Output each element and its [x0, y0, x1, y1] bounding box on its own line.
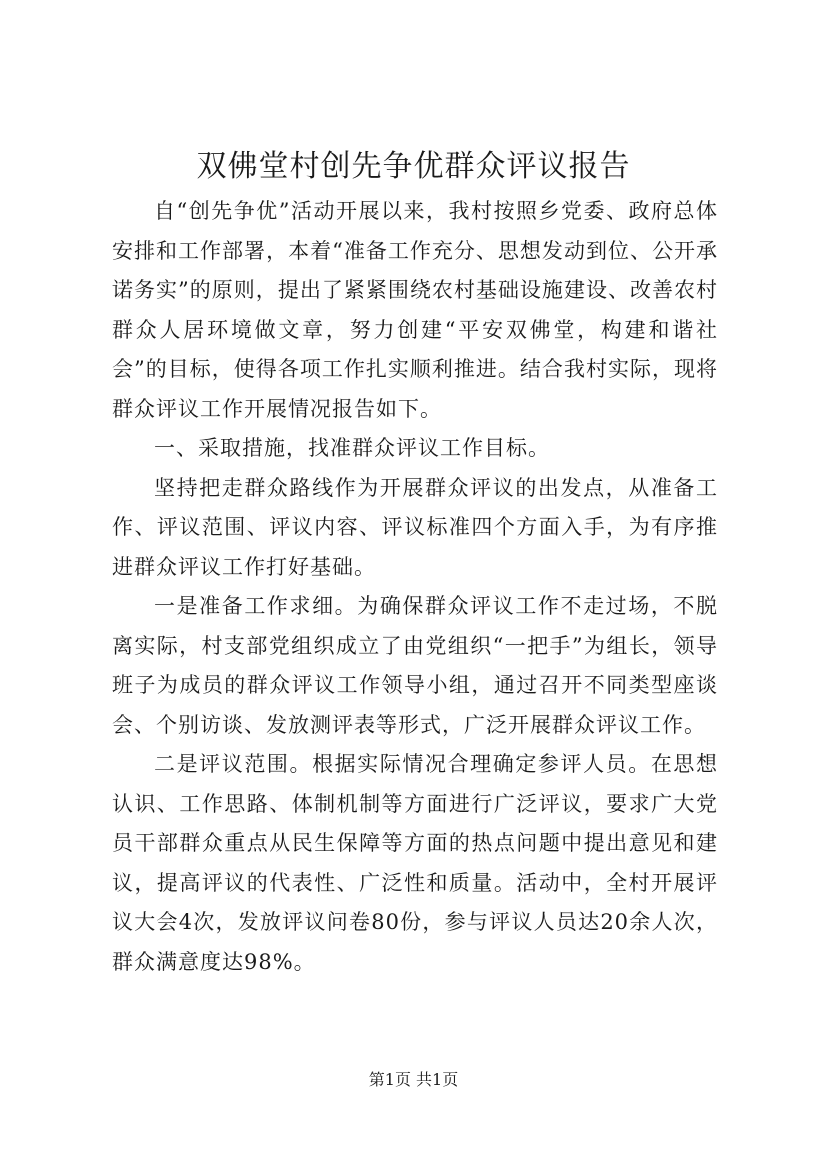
paragraph-scope: 二是评议范围。根据实际情况合理确定参评人员。在思想认识、工作思路、体制机制等方面进行广泛评议，要求广大党员干部群众重点从民生保障等方面的热点问题中提出意见和建议，提高评议的代表性、广泛性和质量。活动中，全村开展评议大会4次，发放评议问卷80份，参与评议人员达20余人次，群众满意度达98%。 — [112, 752, 718, 974]
document-body — [112, 192, 718, 982]
page-footer: 第1页 共1页 — [368, 1070, 459, 1089]
paragraph-approach: 坚持把走群众路线作为开展群众评议的出发点，从准备工作、评议范围、评议内容、评议标准四个方面入手，为有序推进群众评议工作打好基础。 — [112, 475, 718, 579]
document-title: 双佛堂村创先争优群众评议报告 — [196, 149, 631, 184]
section-heading-1: 一、采取措施，找准群众评议工作目标。 — [154, 436, 550, 460]
paragraph-preparation: 一是准备工作求细。为确保群众评议工作不走过场，不脱离实际，村支部党组织成立了由党组织“一把手”为组长，领导班子为成员的群众评议工作领导小组，通过召开不同类型座谈会、个别访谈、发放测评表等形式，广泛开展群众评议工作。 — [112, 594, 718, 737]
paragraph-intro: 自“创先争优”活动开展以来，我村按照乡党委、政府总体安排和工作部署，本着“准备工作充分、思想发动到位、公开承诺务实”的原则，提出了紧紧围绕农村基础设施建设、改善农村群众人居环境做文章，努力创建“平安双佛堂，构建和谐社会”的目标，使得各项工作扎实顺利推进。结合我村实际，现将群众评议工作开展情况报告如下。 — [112, 199, 718, 421]
